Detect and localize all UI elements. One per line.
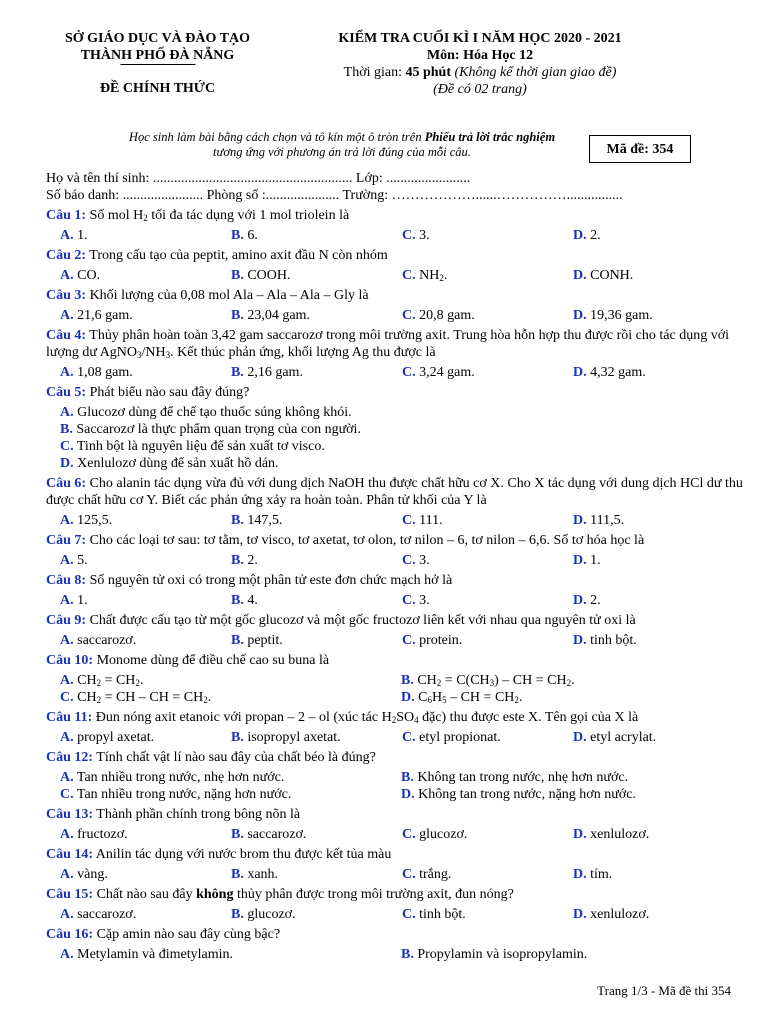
option-text: isopropyl axetat. (243, 730, 341, 745)
answer-option (60, 455, 746, 472)
answer-option (60, 512, 231, 529)
option-label: B. (231, 907, 244, 922)
option-label: C. (402, 730, 416, 745)
question-stem: Câu 10: Monome dùng để điều chế cao su buna là (46, 653, 330, 668)
answer-option (60, 307, 231, 324)
answer-option (402, 729, 573, 746)
option-text: 1,08 gam. (73, 365, 133, 380)
option-text: 147,5. (243, 513, 283, 528)
option-label: C. (402, 513, 416, 528)
option-label: D. (401, 787, 415, 802)
answer-option (231, 364, 402, 381)
option-label: D. (573, 268, 587, 283)
question-label: Câu 2: (46, 248, 87, 263)
option-label: A. (60, 730, 74, 745)
option-label: A. (60, 553, 74, 568)
option-label: B. (401, 947, 414, 962)
answer-option (60, 826, 231, 843)
answer-options (46, 227, 746, 244)
question-stem: Câu 14: Anilin tác dụng với nước brom thu được kết tủa màu (46, 847, 392, 862)
question-stem: Câu 13: Thành phần chính trong bông nõn là (46, 807, 301, 822)
header-underline (120, 64, 195, 65)
question-16 (46, 926, 746, 963)
question-label: Câu 8: (46, 573, 87, 588)
question-2 (46, 247, 746, 284)
question-stem: Câu 8: Số nguyên tử oxi có trong một phân tử este đơn chức mạch hở là (46, 573, 453, 588)
answer-option (60, 729, 231, 746)
question-11 (46, 709, 746, 746)
answer-option (402, 866, 573, 883)
option-text: Propylamin và isopropylamin. (413, 947, 588, 962)
question-label: Câu 11: (46, 710, 93, 725)
answer-option (60, 786, 401, 803)
answer-option (60, 438, 746, 455)
answer-option (60, 769, 401, 786)
option-text: Tinh bột là nguyên liệu để sản xuất tơ visco. (73, 439, 325, 454)
answer-options (46, 632, 746, 649)
option-label: A. (60, 593, 74, 608)
option-text: 6. (243, 228, 258, 243)
answer-option (573, 729, 744, 746)
question-label: Câu 12: (46, 750, 94, 765)
exam-title: KIỂM TRA CUỐI KÌ I NĂM HỌC 2020 - 2021 (338, 31, 622, 46)
option-label: D. (573, 867, 587, 882)
option-text: 1. (586, 553, 601, 568)
answer-option (401, 786, 742, 803)
question-list (46, 207, 746, 966)
question-stem: Câu 2: Trong cấu tạo của peptit, amino axit đầu N còn nhóm (46, 248, 388, 263)
question-10 (46, 652, 746, 706)
option-text: xenlulozơ. (586, 907, 650, 922)
question-stem: Câu 16: Cặp amin nào sau đây cùng bậc? (46, 927, 281, 942)
option-label: B. (231, 867, 244, 882)
option-label: B. (401, 770, 414, 785)
option-text: 2. (243, 553, 258, 568)
question-5 (46, 384, 746, 472)
option-text: $CH_2 = CH_2$. (73, 673, 144, 688)
answer-option (60, 404, 746, 421)
option-text: 3. (415, 593, 430, 608)
option-text: $CH_2$ = CH – CH = $CH_2$. (73, 690, 212, 705)
option-text: etyl acrylat. (586, 730, 657, 745)
option-label: A. (60, 268, 74, 283)
exam-header (325, 30, 635, 98)
option-label: A. (60, 308, 74, 323)
answer-option (573, 267, 744, 284)
question-13 (46, 806, 746, 843)
option-text: $C_6H_5$ – CH = $CH_2$. (414, 690, 523, 705)
option-text: 111. (415, 513, 443, 528)
question-label: Câu 7: (46, 533, 87, 548)
option-text: 2. (586, 228, 601, 243)
option-label: C. (60, 439, 74, 454)
option-label: B. (231, 268, 244, 283)
option-label: D. (573, 730, 587, 745)
exam-subject: Môn: Hóa Học 12 (426, 48, 534, 63)
answer-option (573, 512, 744, 529)
option-label: C. (60, 787, 74, 802)
question-stem: Câu 4: Thủy phân hoàn toàn 3,42 gam saccarozơ trong môi trường axit. Trung hòa hỗn hợp thu được rồi cho tác dụng với lượng dư $AgNO_3/NH_3$. Kết thúc phản ứng, khối lượng Ag thu được là (46, 328, 730, 360)
answer-option (402, 632, 573, 649)
answer-options (46, 826, 746, 843)
answer-option (60, 267, 231, 284)
option-text: 3,24 gam. (415, 365, 475, 380)
city-name: THÀNH PHỐ ĐÀ NẴNG (80, 48, 235, 63)
answer-options (46, 769, 746, 803)
answer-option (60, 364, 231, 381)
answer-option (401, 946, 742, 963)
option-text: 111,5. (586, 513, 625, 528)
answer-option (60, 552, 231, 569)
option-label: C. (402, 228, 416, 243)
option-text: trắng. (415, 867, 452, 882)
question-12 (46, 749, 746, 803)
option-text: 4,32 gam. (586, 365, 646, 380)
option-text: propyl axetat. (73, 730, 155, 745)
question-3 (46, 287, 746, 324)
option-text: xenlulozơ. (586, 827, 650, 842)
answer-option (231, 512, 402, 529)
question-label: Câu 15: (46, 887, 94, 902)
question-stem: Câu 3: Khối lượng của 0,08 mol Ala – Ala – Ala – Gly là (46, 288, 369, 303)
answer-option (401, 689, 742, 706)
option-text: 2,16 gam. (243, 365, 303, 380)
answer-option (60, 632, 231, 649)
answer-option (573, 906, 744, 923)
question-8 (46, 572, 746, 609)
option-text: tinh bột. (586, 633, 637, 648)
answer-option (573, 866, 744, 883)
answer-option (231, 227, 402, 244)
answer-option (573, 364, 744, 381)
answer-option (573, 307, 744, 324)
option-text: Metylamin và đimetylamin. (73, 947, 234, 962)
answer-option (401, 672, 742, 689)
answer-options (46, 672, 746, 706)
option-text: Glucozơ dùng để chế tạo thuốc súng không khói. (73, 405, 352, 420)
option-text: Tan nhiều trong nước, nhẹ hơn nước. (73, 770, 285, 785)
answer-option (231, 906, 402, 923)
answer-options (46, 307, 746, 324)
option-text: 19,36 gam. (586, 308, 653, 323)
option-label: A. (60, 907, 74, 922)
option-text: 1. (73, 593, 88, 608)
option-text: Tan nhiều trong nước, nặng hơn nước. (73, 787, 292, 802)
question-label: Câu 13: (46, 807, 94, 822)
option-label: B. (231, 228, 244, 243)
answer-option (60, 421, 746, 438)
question-label: Câu 10: (46, 653, 94, 668)
question-6 (46, 475, 746, 529)
answer-option (231, 632, 402, 649)
option-text: vàng. (73, 867, 108, 882)
school-header (30, 30, 285, 97)
instructions: Học sinh làm bài bằng cách chọn và tô kín một ô tròn trên Phiếu trả lời trắc nghiệm tương ứng với phương án trả lời đúng của mỗi câu. (128, 130, 556, 159)
answer-option (573, 552, 744, 569)
option-label: A. (60, 633, 74, 648)
question-stem: Câu 15: Chất nào sau đây không thủy phân được trong môi trường axit, đun nóng? (46, 887, 514, 902)
option-label: D. (401, 690, 415, 705)
option-text: etyl propionat. (415, 730, 501, 745)
option-text: Saccarozơ là thực phẩm quan trọng của con người. (72, 422, 361, 437)
question-label: Câu 1: (46, 208, 87, 223)
option-text: fructozơ. (73, 827, 128, 842)
option-text: 5. (73, 553, 88, 568)
option-text: saccarozơ. (73, 907, 137, 922)
answer-options (46, 552, 746, 569)
option-label: C. (402, 633, 416, 648)
option-text: Không tan trong nước, nhẹ hơn nước. (413, 770, 629, 785)
option-label: B. (401, 673, 414, 688)
question-stem: Câu 5: Phát biểu nào sau đây đúng? (46, 385, 250, 400)
option-label: D. (573, 228, 587, 243)
option-label: D. (573, 593, 587, 608)
question-label: Câu 4: (46, 328, 87, 343)
option-label: C. (402, 907, 416, 922)
question-label: Câu 5: (46, 385, 87, 400)
answer-option (231, 267, 402, 284)
option-label: D. (573, 513, 587, 528)
option-text: Không tan trong nước, nặng hơn nước. (414, 787, 636, 802)
answer-option (573, 227, 744, 244)
option-label: D. (573, 907, 587, 922)
option-label: A. (60, 405, 74, 420)
option-text: 21,6 gam. (73, 308, 133, 323)
option-label: B. (231, 365, 244, 380)
option-text: glucozơ. (243, 907, 296, 922)
answer-option (231, 552, 402, 569)
answer-option (60, 946, 401, 963)
answer-option (60, 866, 231, 883)
option-label: D. (573, 553, 587, 568)
question-label: Câu 14: (46, 847, 94, 862)
answer-option (402, 364, 573, 381)
page-footer: Trang 1/3 - Mã đề thi 354 (597, 983, 731, 998)
option-label: D. (573, 365, 587, 380)
question-9 (46, 612, 746, 649)
option-text: 23,04 gam. (243, 308, 310, 323)
answer-option (60, 592, 231, 609)
option-label: C. (402, 867, 416, 882)
option-label: D. (60, 456, 74, 471)
department-name: SỞ GIÁO DỤC VÀ ĐÀO TẠO (64, 31, 250, 46)
option-text: xanh. (243, 867, 279, 882)
option-text: $CH_2 = C(CH_3)$ – CH = $CH_2$. (413, 673, 575, 688)
option-text: 3. (415, 553, 430, 568)
student-info (46, 170, 736, 204)
answer-option (402, 552, 573, 569)
option-label: D. (573, 633, 587, 648)
answer-options (46, 592, 746, 609)
option-text: saccarozơ. (243, 827, 307, 842)
answer-option (60, 672, 401, 689)
option-text: protein. (415, 633, 463, 648)
option-label: D. (573, 827, 587, 842)
option-text: COOH. (243, 268, 291, 283)
option-label: C. (402, 593, 416, 608)
answer-option (401, 769, 742, 786)
option-label: A. (60, 947, 74, 962)
answer-options (46, 866, 746, 883)
answer-option (231, 307, 402, 324)
option-text: $NH_2$. (415, 268, 448, 283)
option-label: A. (60, 365, 74, 380)
option-label: A. (60, 827, 74, 842)
question-15 (46, 886, 746, 923)
option-label: C. (402, 827, 416, 842)
option-text: 2. (586, 593, 601, 608)
answer-option (231, 592, 402, 609)
option-text: tinh bột. (415, 907, 466, 922)
exam-time: Thời gian: 45 phút (Không kể thời gian giao đề) (343, 65, 617, 80)
answer-option (573, 826, 744, 843)
option-text: 3. (415, 228, 430, 243)
option-text: 125,5. (73, 513, 113, 528)
option-label: C. (402, 553, 416, 568)
answer-option (231, 826, 402, 843)
student-id-line: Số báo danh: ....................... Phòng số :..................... Trường: ………………......……………................ (46, 188, 623, 203)
option-text: CONH. (586, 268, 634, 283)
question-stem: Câu 7: Cho các loại tơ sau: tơ tằm, tơ visco, tơ axetat, tơ olon, tơ nilon – 6, tơ nilon – 6,6. Số tơ hóa học là (46, 533, 645, 548)
option-text: 4. (243, 593, 258, 608)
question-label: Câu 9: (46, 613, 87, 628)
option-label: A. (60, 513, 74, 528)
answer-options (46, 906, 746, 923)
question-7 (46, 532, 746, 569)
option-text: peptit. (243, 633, 283, 648)
question-stem: Câu 6: Cho alanin tác dụng vừa đủ với dung dịch NaOH thu được chất hữu cơ X. Cho X tác dụng với dung dịch HCl dư thu được chất hữu cơ Y. Biết các phản ứng xảy ra hoàn toàn. Phân tử khối của Y là (46, 476, 743, 508)
question-1 (46, 207, 746, 244)
answer-options (46, 946, 746, 963)
answer-option (60, 689, 401, 706)
answer-option (402, 592, 573, 609)
answer-option (402, 826, 573, 843)
option-text: glucozơ. (415, 827, 468, 842)
answer-options (46, 512, 746, 529)
answer-option (402, 906, 573, 923)
option-label: B. (231, 308, 244, 323)
answer-option (573, 632, 744, 649)
question-label: Câu 6: (46, 476, 87, 491)
option-label: A. (60, 867, 74, 882)
answer-option (402, 267, 573, 284)
option-label: C. (402, 365, 416, 380)
question-4 (46, 327, 746, 381)
option-label: A. (60, 228, 74, 243)
answer-options (46, 267, 746, 284)
answer-option (60, 227, 231, 244)
option-text: Xenlulozơ dùng để sản xuất hồ dán. (73, 456, 279, 471)
answer-option (402, 512, 573, 529)
pages-note: (Đề có 02 trang) (433, 82, 527, 97)
question-stem: Câu 12: Tính chất vật lí nào sau đây của chất béo là đúng? (46, 750, 376, 765)
question-label: Câu 3: (46, 288, 87, 303)
option-label: C. (402, 308, 416, 323)
answer-option (402, 307, 573, 324)
option-label: B. (231, 513, 244, 528)
answer-options (46, 364, 746, 381)
question-stem: Câu 11: Đun nóng axit etanoic với propan – 2 – ol (xúc tác $H_2SO_4$ đặc) thu được este X. Tên gọi của X là (46, 710, 639, 725)
option-text: 1. (73, 228, 88, 243)
question-stem: Câu 1: Số mol $H_2$ tối đa tác dụng với 1 mol triolein là (46, 208, 350, 223)
official-label: ĐỀ CHÍNH THỨC (99, 81, 216, 96)
answer-option (231, 729, 402, 746)
option-label: A. (60, 770, 74, 785)
option-text: 20,8 gam. (415, 308, 475, 323)
option-label: B. (231, 553, 244, 568)
option-label: C. (402, 268, 416, 283)
option-label: C. (60, 690, 74, 705)
option-label: B. (231, 633, 244, 648)
option-label: B. (231, 730, 244, 745)
question-label: Câu 16: (46, 927, 94, 942)
answer-options (46, 729, 746, 746)
option-text: tím. (586, 867, 613, 882)
answer-option (60, 906, 231, 923)
question-14 (46, 846, 746, 883)
answer-options (46, 404, 746, 472)
option-label: B. (231, 593, 244, 608)
answer-option (573, 592, 744, 609)
option-label: B. (60, 422, 73, 437)
question-stem: Câu 9: Chất được cấu tạo từ một gốc glucozơ và một gốc fructozơ liên kết với nhau qua nguyên tử oxi là (46, 613, 636, 628)
option-label: D. (573, 308, 587, 323)
answer-option (231, 866, 402, 883)
student-name-line: Họ và tên thí sinh: ......................................................... Lớp: ........................ (46, 171, 471, 186)
option-label: A. (60, 673, 74, 688)
exam-code-box: Mã đề: 354 (589, 135, 691, 163)
option-text: saccarozơ. (73, 633, 137, 648)
option-label: B. (231, 827, 244, 842)
answer-option (402, 227, 573, 244)
option-text: CO. (73, 268, 101, 283)
